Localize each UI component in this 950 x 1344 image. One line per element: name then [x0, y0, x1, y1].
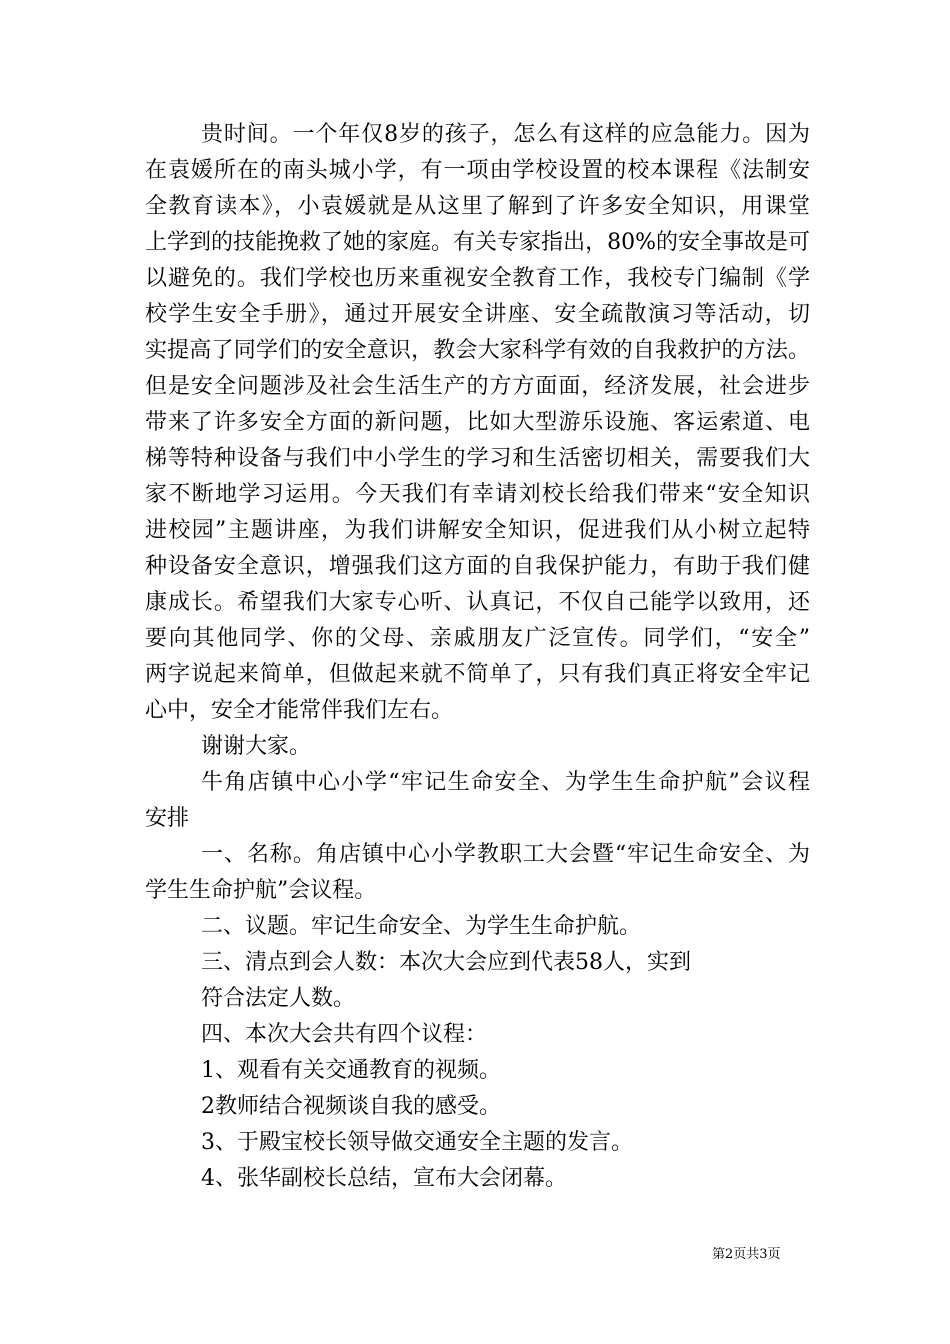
- agenda-item-line: 学生生命护航”会议程。: [145, 878, 377, 903]
- agenda-subitem-line: 4、张华副校长总结，宣布大会闭幕。: [201, 1166, 567, 1191]
- agenda-subitem-line: 1、观看有关交通教育的视频。: [201, 1058, 501, 1083]
- text-line: 梯等特种设备与我们中小学生的学习和生活密切相关，需要我们大: [145, 446, 810, 471]
- text-line: 两字说起来简单，但做起来就不简单了，只有我们真正将安全牢记: [145, 662, 810, 687]
- text-line: 家不断地学习运用。今天我们有幸请刘校长给我们带来“安全知识: [145, 482, 810, 507]
- agenda-item-line: 符合法定人数。: [201, 986, 356, 1011]
- text-line: 康成长。希望我们大家专心听、认真记，不仅自己能学以致用，还: [145, 590, 810, 615]
- agenda-item-line: 三、清点到会人数：本次大会应到代表58人，实到: [201, 950, 691, 975]
- text-line: 带来了许多安全方面的新问题，比如大型游乐设施、客运索道、电: [145, 410, 810, 435]
- text-line: 谢谢大家。: [201, 734, 312, 759]
- text-line: 以避免的。我们学校也历来重视安全教育工作，我校专门编制《学: [145, 266, 810, 291]
- agenda-item-line: 四、本次大会共有四个议程：: [201, 1022, 488, 1047]
- text-line: 实提高了同学们的安全意识，教会大家科学有效的自我救护的方法。: [145, 338, 810, 363]
- document-body: [145, 117, 810, 1197]
- agenda-item-line: 二、议题。牢记生命安全、为学生生命护航。: [201, 914, 642, 939]
- text-line: 贵时间。一个年仅8岁的孩子，怎么有这样的应急能力。因为: [201, 122, 810, 147]
- text-line: 上学到的技能挽救了她的家庭。有关专家指出，80%的安全事故是可: [145, 230, 810, 255]
- agenda-title-line: 安排: [145, 806, 190, 831]
- text-line: 全教育读本》，小袁媛就是从这里了解到了许多安全知识，用课堂: [145, 194, 810, 219]
- page-number: 第2页共3页: [712, 1247, 781, 1262]
- text-line: 在袁媛所在的南头城小学，有一项由学校设置的校本课程《法制安: [145, 158, 810, 183]
- text-line: 校学生安全手册》，通过开展安全讲座、安全疏散演习等活动，切: [145, 302, 810, 327]
- text-line: 但是安全问题涉及社会生活生产的方方面面，经济发展，社会进步: [145, 374, 810, 399]
- text-line: 要向其他同学、你的父母、亲戚朋友广泛宣传。同学们，“安全”: [145, 626, 810, 651]
- agenda-subitem-line: 2教师结合视频谈自我的感受。: [201, 1094, 501, 1119]
- text-line: 进校园”主题讲座，为我们讲解安全知识，促进我们从小树立起特: [145, 518, 810, 543]
- text-line: 种设备安全意识，增强我们这方面的自我保护能力，有助于我们健: [145, 554, 810, 579]
- agenda-subitem-line: 3、于殿宝校长领导做交通安全主题的发言。: [201, 1130, 633, 1155]
- agenda-item-line: 一、名称。角店镇中心小学教职工大会暨“牢记生命安全、为: [201, 842, 810, 867]
- agenda-title-line: 牛角店镇中心小学“牢记生命安全、为学生生命护航”会议程: [201, 770, 810, 795]
- text-line: 心中，安全才能常伴我们左右。: [145, 698, 454, 723]
